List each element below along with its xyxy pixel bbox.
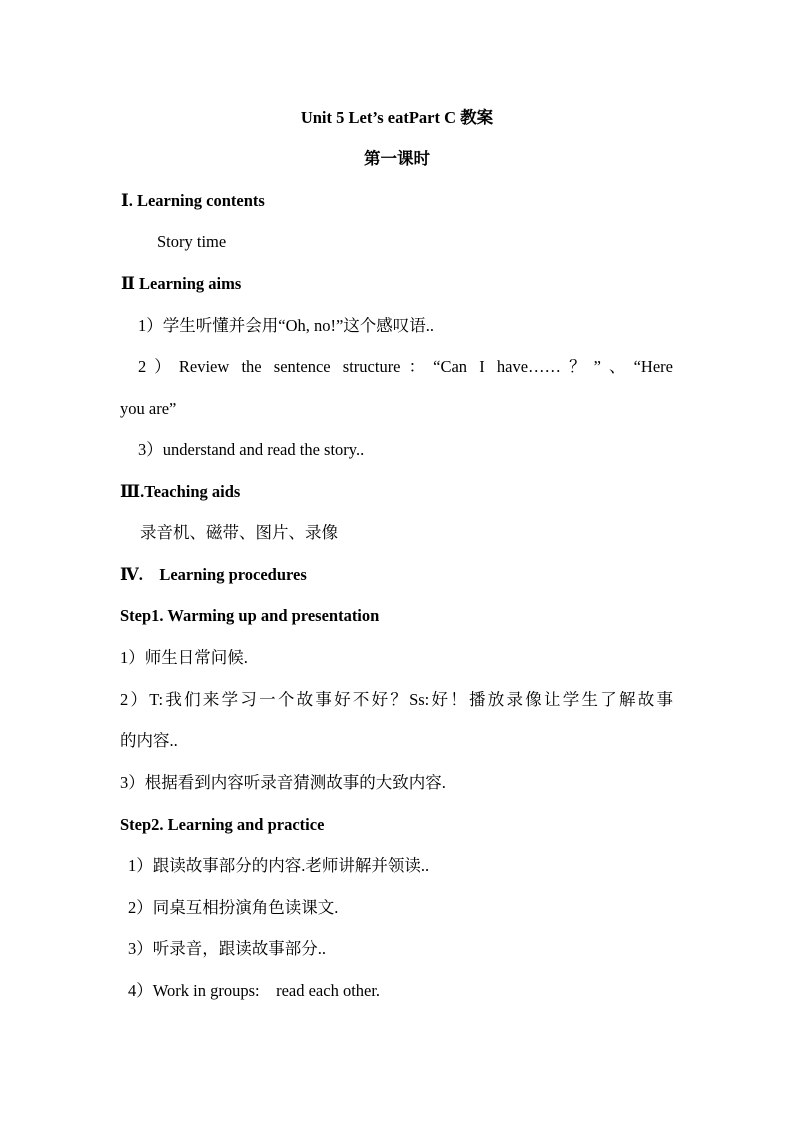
section-heading-learning-contents: Ⅰ. Learning contents (121, 191, 265, 210)
document-title: Unit 5 Let’s eatPart C 教案 (300, 108, 494, 127)
step-line: 3）根据看到内容听录音猜测故事的大致内容. (120, 773, 446, 792)
teaching-aids-line: 录音机、磁带、图片、录像 (140, 523, 338, 542)
step-line: 1）跟读故事部分的内容.老师讲解并领读.. (128, 856, 430, 875)
aim-line: 3）understand and read the story.. (138, 440, 365, 459)
aim-line-continued: you are” (120, 399, 177, 418)
step-line: 1）师生日常问候. (120, 648, 248, 667)
aim-line: 2）Review the sentence structure：“Can I have……？”、“Here (138, 357, 673, 376)
step-line: 2）T:我们来学习一个故事好不好？Ss:好！播放录像让学生了解故事 (120, 690, 673, 709)
content-line: Story time (157, 232, 227, 251)
step-line: 4）Work in groups: read each other. (128, 981, 381, 1000)
section-heading-learning-aims: Ⅱ Learning aims (121, 274, 242, 293)
step-heading-warming-up: Step1. Warming up and presentation (120, 606, 380, 625)
aim-line: 1）学生听懂并会用“Oh, no!”这个感叹语.. (138, 316, 435, 335)
document-subtitle: 第一课时 (364, 149, 430, 168)
step-line-continued: 的内容.. (120, 731, 178, 750)
section-heading-teaching-aids: Ⅲ.Teaching aids (120, 482, 241, 501)
step-line: 3）听录音，跟读故事部分.. (128, 939, 326, 958)
step-line: 2）同桌互相扮演角色读课文. (128, 898, 339, 917)
section-heading-learning-procedures: Ⅳ. Learning procedures (120, 565, 307, 584)
step-heading-learning-practice: Step2. Learning and practice (120, 815, 325, 834)
